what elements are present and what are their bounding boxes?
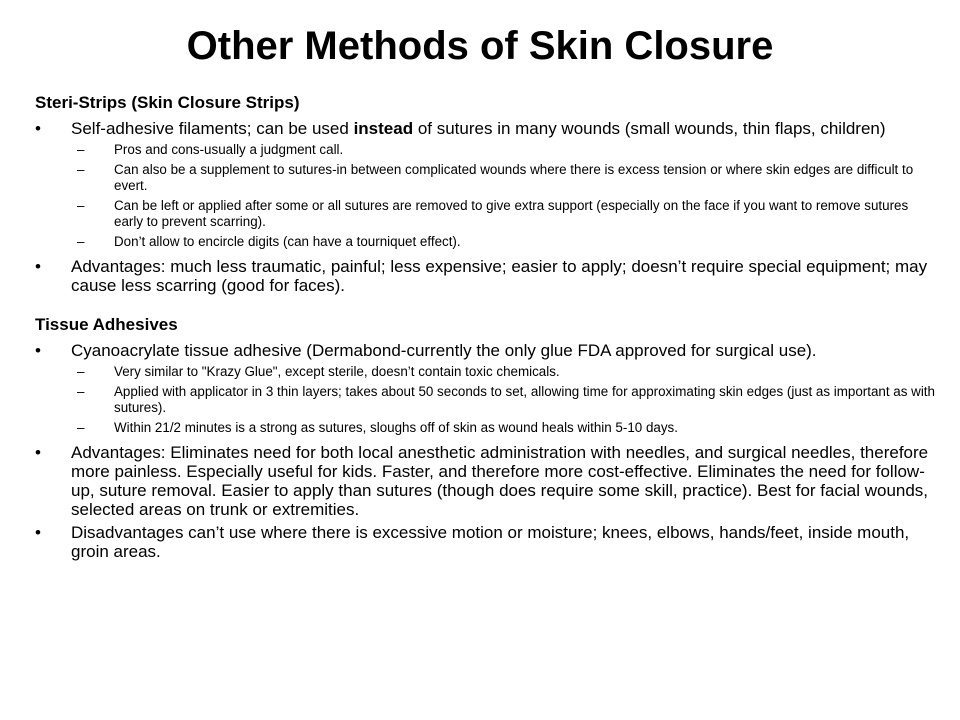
bullet-text: Advantages: much less traumatic, painful; less expensive; easier to apply; doesn’t require special equipment; may cause less scarring (good for faces). (71, 257, 928, 295)
sub-bullet-marker: – (77, 234, 85, 249)
sub-bullet-text: Applied with applicator in 3 thin layers; takes about 50 seconds to set, allowing time for approximating skin edges (just as important as with sutures). (114, 384, 935, 415)
sub-bullet-marker: – (77, 420, 85, 435)
slide-title: Other Methods of Skin Closure (186, 24, 774, 68)
sub-bullet-text: Within 21/2 minutes is a strong as sutures, sloughs off of skin as wound heals within 5-10 days. (114, 420, 678, 435)
sub-bullet (35, 198, 935, 230)
bullet-text-pre: Self-adhesive filaments; can be used (71, 119, 354, 138)
sub-bullet-text: Don’t allow to encircle digits (can have a tourniquet effect). (114, 234, 461, 249)
bullet-cyanoacrylate (35, 341, 935, 360)
bullet-marker: • (35, 523, 41, 542)
bullet-marker: • (35, 119, 41, 138)
sub-bullet-text: Can be left or applied after some or all sutures are removed to give extra support (especially on the face if you want to remove sutures early to prevent scarring). (114, 198, 909, 229)
bullet-advantages-adhesives (35, 443, 935, 519)
sub-bullet (35, 234, 935, 250)
section-heading-tissue-adhesives: Tissue Adhesives (35, 315, 178, 334)
sub-bullet-list (35, 364, 935, 436)
bullet-text: Disadvantages can’t use where there is excessive motion or moisture; knees, elbows, hands/feet, inside mouth, groin areas. (71, 523, 910, 561)
sub-bullet (35, 162, 935, 194)
bullet-text: Cyanoacrylate tissue adhesive (Dermabond-currently the only glue FDA approved for surgical use). (71, 341, 817, 360)
bullet-disadvantages (35, 523, 935, 561)
bullet-marker: • (35, 257, 41, 276)
sub-bullet-marker: – (77, 142, 85, 157)
bullet-marker: • (35, 443, 41, 462)
sub-bullet (35, 364, 935, 380)
sub-bullet (35, 142, 935, 158)
bullet-advantages-strips (35, 257, 935, 295)
bullet-marker: • (35, 341, 41, 360)
sub-bullet-marker: – (77, 384, 85, 399)
sub-bullet-text: Pros and cons-usually a judgment call. (114, 142, 344, 157)
sub-bullet-text: Very similar to "Krazy Glue", except sterile, doesn’t contain toxic chemicals. (114, 364, 560, 379)
sub-bullet (35, 420, 935, 436)
sub-bullet-marker: – (77, 364, 85, 379)
bullet-text-emphasis: instead (353, 119, 414, 138)
bullet-self-adhesive (35, 119, 935, 138)
slide-content (35, 93, 935, 565)
sub-bullet-marker: – (77, 198, 85, 213)
sub-bullet (35, 384, 935, 416)
bullet-text-post: of sutures in many wounds (small wounds, thin flaps, children) (413, 119, 886, 138)
bullet-text: Advantages: Eliminates need for both local anesthetic administration with needles, and surgical needles, therefore more painless. Especially useful for kids. Faster, and therefore more cost-effective. Eliminates the need for follow-up, suture removal. Easier to apply than sutures (though does require some skill, practice). Best for facial wounds, selected areas on trunk or extremities. (71, 443, 929, 519)
sub-bullet-text: Can also be a supplement to sutures-in between complicated wounds where there is excess tension or where skin edges are difficult to evert. (114, 162, 914, 193)
section-heading-steri-strips: Steri-Strips (Skin Closure Strips) (35, 93, 300, 112)
sub-bullet-list (35, 142, 935, 250)
sub-bullet-marker: – (77, 162, 85, 177)
